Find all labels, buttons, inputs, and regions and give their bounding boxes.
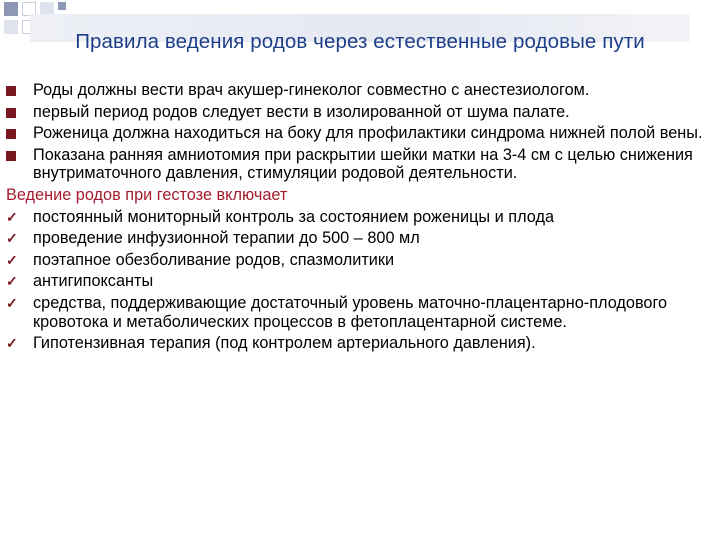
list-item-text: Гипотензивная терапия (под контролем артериального давления). bbox=[33, 334, 536, 353]
list-item-text: Роженица должна находиться на боку для профилактики синдрома нижней полой вены. bbox=[33, 124, 703, 143]
checkmark-bullet-icon: ✓ bbox=[6, 335, 18, 352]
slide-title: Правила ведения родов через естественные родовые пути bbox=[75, 30, 645, 53]
list-item bbox=[0, 229, 712, 248]
checkmark-bullet-icon: ✓ bbox=[6, 230, 18, 247]
list-item bbox=[0, 294, 712, 331]
checkmark-bullet-icon: ✓ bbox=[6, 273, 18, 290]
square-bullet-icon bbox=[6, 108, 16, 118]
section-heading: Ведение родов при гестозе включает bbox=[6, 185, 288, 204]
list-item-text: средства, поддерживающие достаточный уровень маточно-плацентарно-плодового кровотока и метаболических процессов в фетоплацентарной системе. bbox=[33, 293, 668, 331]
list-item-text: постоянный мониторный контроль за состоянием роженицы и плода bbox=[33, 207, 554, 226]
list-item bbox=[0, 251, 712, 270]
square-bullet-icon bbox=[6, 129, 16, 139]
list-item bbox=[0, 81, 712, 100]
checkmark-bullet-icon: ✓ bbox=[6, 294, 18, 311]
list-item-text: первый период родов следует вести в изолированной от шума палате. bbox=[33, 102, 570, 121]
list-item bbox=[0, 124, 712, 143]
checkmark-bullet-icon: ✓ bbox=[6, 251, 18, 268]
list-item-text: Показана ранняя амниотомия при раскрытии шейки матки на 3-4 см с целью снижения внутриматочного давления, стимуляции родовой деятельности. bbox=[33, 145, 693, 183]
list-item-text: поэтапное обезболивание родов, спазмолитики bbox=[33, 250, 395, 269]
list-item bbox=[0, 334, 712, 353]
list-item bbox=[0, 103, 712, 122]
square-bullet-icon bbox=[6, 86, 16, 96]
list-item-text: антигипоксанты bbox=[33, 272, 154, 291]
list-item-text: Роды должны вести врач акушер-гинеколог совместно с анестезиологом. bbox=[33, 81, 590, 99]
list-item-text: проведение инфузионной терапии до 500 – 800 мл bbox=[33, 229, 420, 248]
square-bullet-icon bbox=[6, 151, 16, 161]
list-item bbox=[0, 208, 712, 227]
list-item bbox=[0, 272, 712, 291]
list-item bbox=[0, 146, 712, 183]
checkmark-bullet-icon: ✓ bbox=[6, 208, 18, 225]
slide-content bbox=[0, 81, 712, 356]
